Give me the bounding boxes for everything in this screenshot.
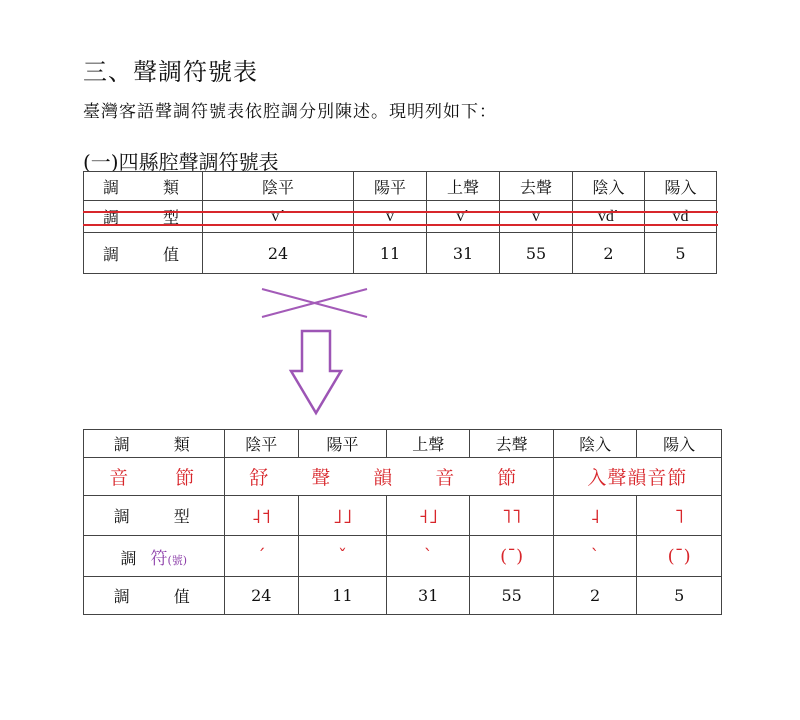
tone-mark-cell: ˇ [298,536,386,577]
tone-contour-cell: ˥ [637,496,722,536]
tone-value-cell: 24 [224,577,298,615]
table-row [84,458,722,496]
tone-value-cell: 5 [637,577,722,615]
header-cell: 陰平 [224,430,298,458]
tone-mark-cell: (ˉ) [637,536,722,577]
mark-label-small: (號) [167,553,188,567]
tone-type-cell: vd` [573,201,645,233]
header-cell: 陽入 [637,430,722,458]
tone-contour-cell: ˥˥ [470,496,553,536]
row-label-tone-contour: 調 型 [84,496,225,536]
tone-contour-cell: ˧˩ [386,496,469,536]
tone-value-cell: 55 [470,577,553,615]
tone-mark-cell: ˊ [224,536,298,577]
mark-label-main: 調 [120,548,137,568]
tone-mark-cell: ˋ [386,536,469,577]
row-label-tone-class: 調 類 [84,430,225,458]
table-row [84,536,722,577]
header-cell: 去聲 [500,172,573,201]
header-cell: 上聲 [386,430,469,458]
row-label-tone-value: 調 值 [84,233,203,274]
intro-paragraph: 臺灣客語聲調符號表依腔調分別陳述。現明列如下： [83,102,497,122]
row-label-tone-mark [84,536,225,577]
row-label-tone-class: 調 類 [84,172,203,201]
header-cell: 陰入 [553,430,636,458]
header-cell: 陽入 [645,172,717,201]
tone-mark-cell: (ˉ) [470,536,553,577]
tone-value-cell: 31 [386,577,469,615]
row-label-syllable: 音 節 [84,458,225,496]
table-row [84,577,722,615]
table-row [84,496,722,536]
row-label-tone-type: 調 型 [84,201,203,233]
tone-type-cell: v` [427,201,500,233]
tone-type-cell: v´ [203,201,354,233]
table-row [84,430,722,458]
tone-value-cell: 11 [354,233,427,274]
tone-type-cell: v [500,201,573,233]
tone-value-cell: 55 [500,233,573,274]
syllable-group-ru: 入聲韻音節 [553,458,721,496]
section-heading: 三、聲調符號表 [83,58,258,86]
tone-contour-cell: ˨ [553,496,636,536]
header-cell: 陽平 [354,172,427,201]
mark-label-fu: 符 [150,548,168,569]
subsection-heading: (一)四縣腔聲調符號表 [83,150,279,174]
syllable-group-shu: 舒 聲 韻 音 節 [224,458,553,496]
tone-value-cell: 5 [645,233,717,274]
tone-value-cell: 24 [203,233,354,274]
tone-table-revised [83,429,722,615]
header-cell: 陽平 [298,430,386,458]
tone-type-cell: vd [645,201,717,233]
tone-value-cell: 31 [427,233,500,274]
tone-contour-cell: ˨˦ [224,496,298,536]
tone-value-cell: 2 [573,233,645,274]
header-cell: 去聲 [470,430,553,458]
tone-value-cell: 11 [298,577,386,615]
tone-contour-cell: ˩˩ [298,496,386,536]
tone-mark-cell: ˋ [553,536,636,577]
tone-type-cell: v [354,201,427,233]
header-cell: 陰入 [573,172,645,201]
tone-value-cell: 2 [553,577,636,615]
header-cell: 陰平 [203,172,354,201]
down-arrow-icon [291,331,341,413]
row-label-tone-value: 調 值 [84,577,225,615]
header-cell: 上聲 [427,172,500,201]
